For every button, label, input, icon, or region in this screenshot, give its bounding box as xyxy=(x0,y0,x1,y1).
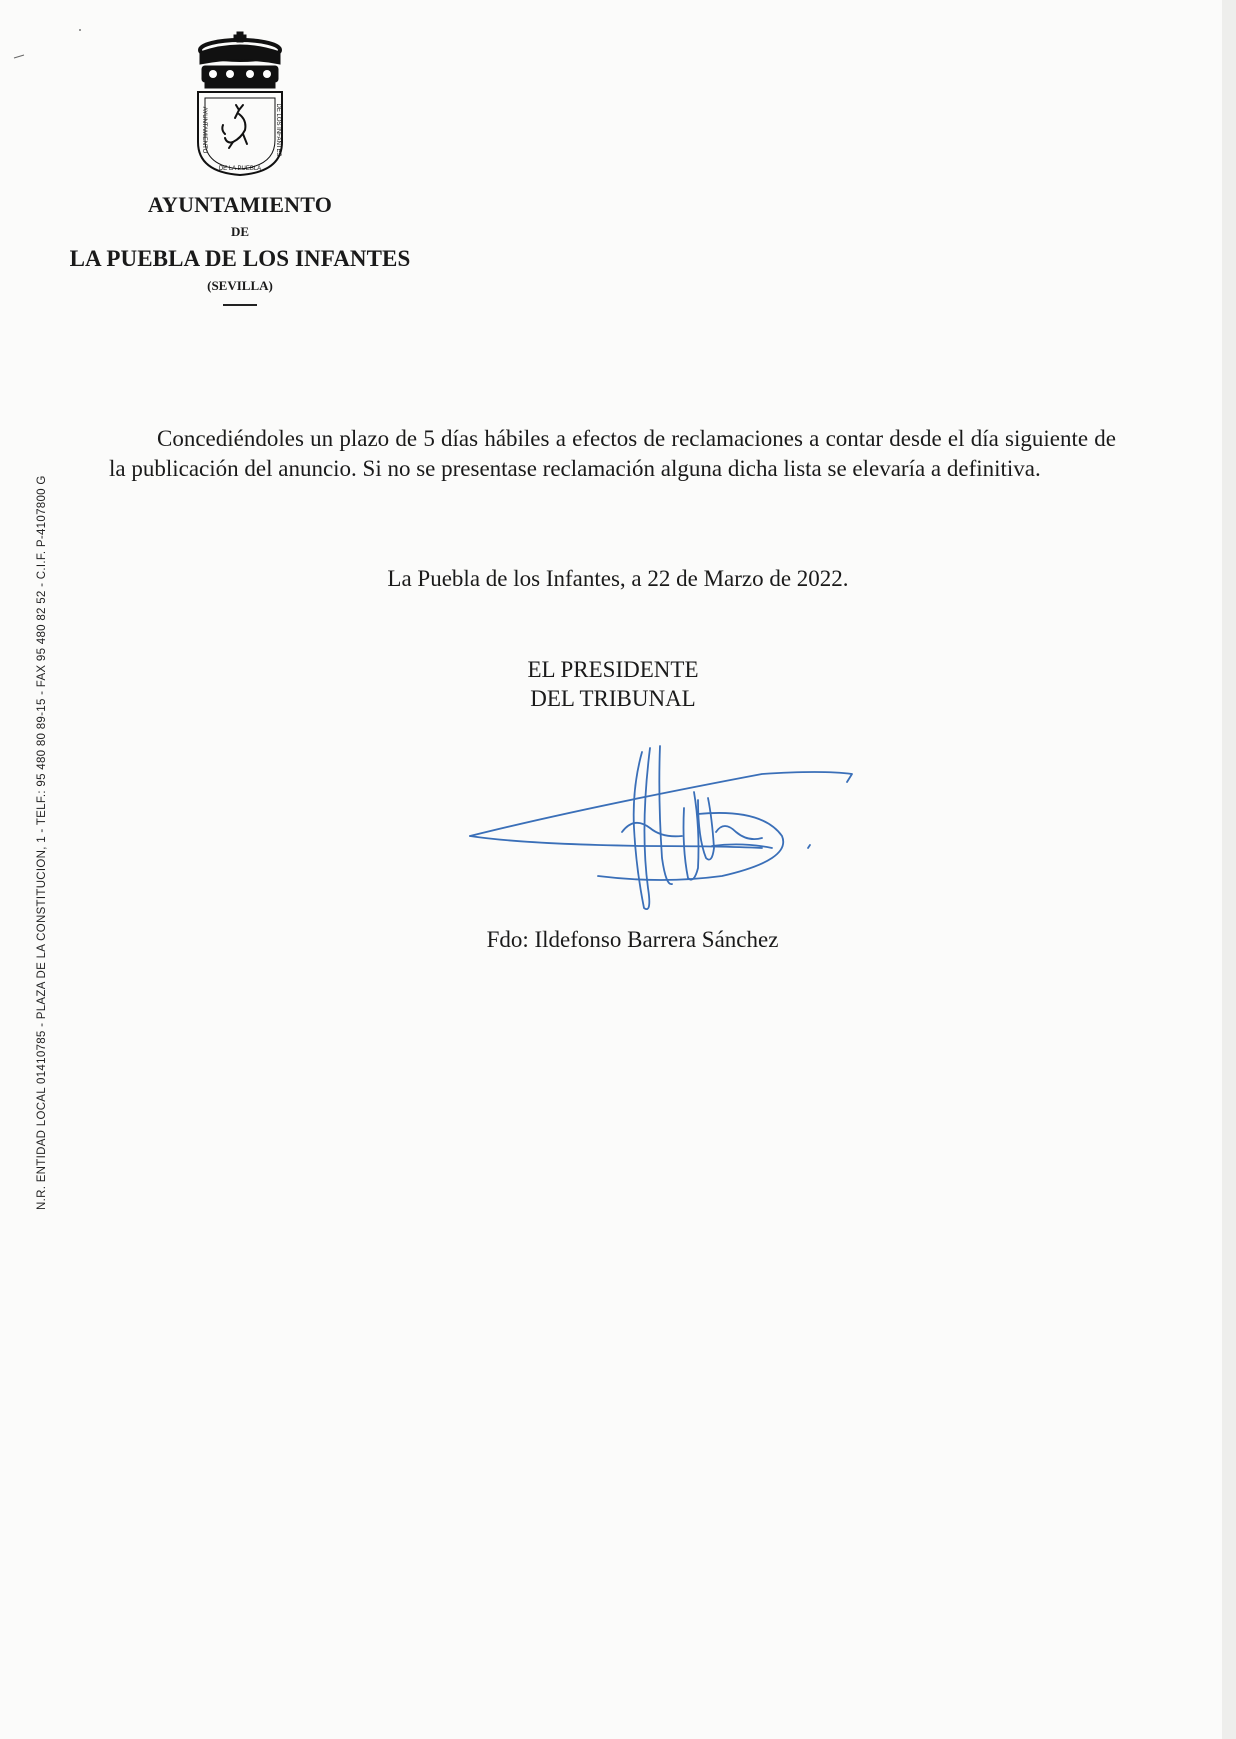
body-text xyxy=(109,424,1116,484)
letterhead xyxy=(60,30,420,306)
signer-title xyxy=(450,655,776,713)
municipal-crest-logo xyxy=(185,30,295,180)
org-de: DE xyxy=(230,224,250,239)
body-paragraph: Concediéndoles un plazo de 5 días hábiles a efectos de reclamaciones a contar desde el día siguiente de la publicación del anuncio. Si no se presentase reclamación alguna dicha lista se elevaría a definitiva. xyxy=(109,426,1116,481)
handwritten-signature xyxy=(462,708,862,918)
letterhead-rule xyxy=(223,304,257,306)
org-province: (SEVILLA) xyxy=(207,278,273,293)
svg-text:AYUNTAMIENTO: AYUNTAMIENTO xyxy=(201,106,207,154)
org-town: LA PUEBLA DE LOS INFANTES xyxy=(69,246,411,271)
svg-text:DE LOS INFANTES: DE LOS INFANTES xyxy=(275,103,281,157)
signer-name: Fdo: Ildefonso Barrera Sánchez xyxy=(486,927,779,952)
date-line xyxy=(0,566,1236,592)
date-line-text: La Puebla de los Infantes, a 22 de Marzo de 2022. xyxy=(387,566,849,591)
org-name: AYUNTAMIENTO xyxy=(147,192,333,217)
svg-text:DE LA PUEBLA: DE LA PUEBLA xyxy=(218,166,262,172)
signer-title-line1: EL PRESIDENTE xyxy=(527,657,699,682)
signer-title-line2: DEL TRIBUNAL xyxy=(530,686,696,711)
scan-edge xyxy=(1222,0,1236,1739)
margin-registry-note: N.R. ENTIDAD LOCAL 01410785 - PLAZA DE LA CONSTITUCION, 1 - TELF.: 95 480 80 89-15 - FAX 95 480 82 52 - C.I.F. P-4107800 G xyxy=(36,475,48,1210)
